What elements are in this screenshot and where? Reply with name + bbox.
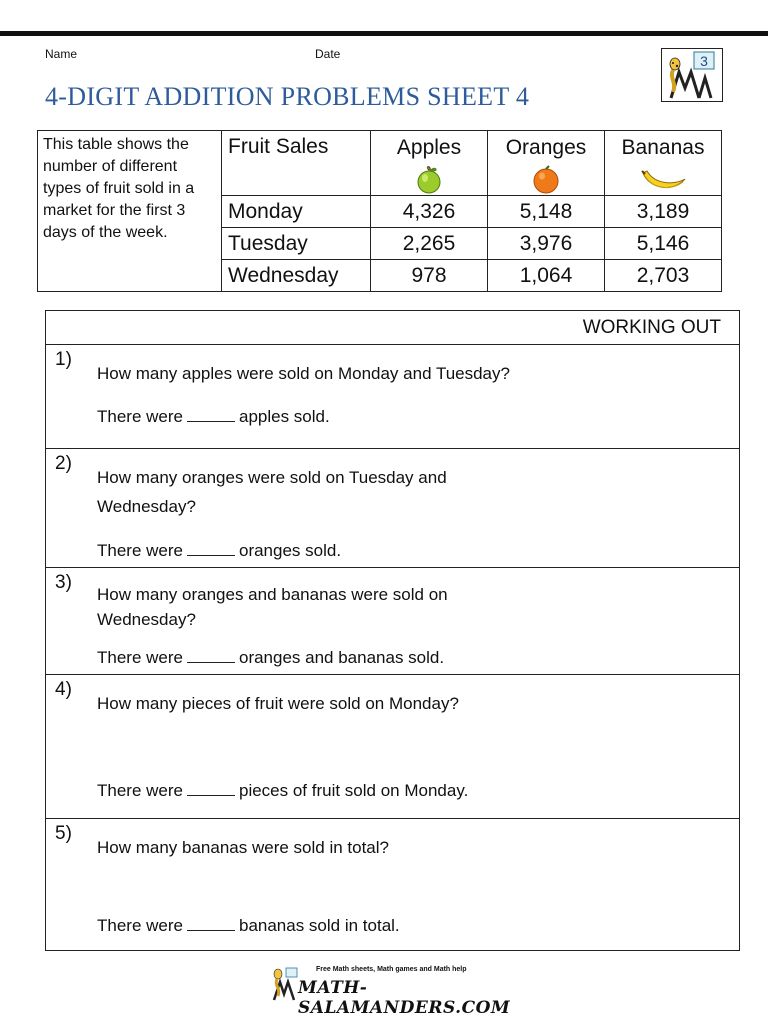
salamander-footer-icon <box>270 966 300 1002</box>
cell-value: 3,189 <box>605 196 722 228</box>
column-label: Apples <box>396 136 462 159</box>
answer-blank[interactable] <box>187 408 235 422</box>
banana-icon <box>639 165 687 195</box>
question-text: How many pieces of fruit were sold on Monday? <box>97 694 459 713</box>
footer-brand[interactable]: MATH-SALAMANDERS.COM <box>298 978 511 1018</box>
column-label: Oranges <box>505 136 587 159</box>
table-description: This table shows the number of different types of fruit sold in a market for the first 3 days of the week. <box>38 131 222 292</box>
answer-blank[interactable] <box>187 917 235 931</box>
question-3[interactable] <box>46 568 740 675</box>
answer-suffix: bananas sold in total. <box>238 916 400 935</box>
question-number: 2) <box>55 453 72 474</box>
answer-blank[interactable] <box>187 649 235 663</box>
cell-value: 5,148 <box>488 196 605 228</box>
column-header-oranges <box>488 131 605 196</box>
cell-value: 5,146 <box>605 228 722 260</box>
footer-logo[interactable] <box>270 964 511 1018</box>
page-title: 4-DIGIT ADDITION PROBLEMS SHEET 4 <box>45 82 530 111</box>
answer-suffix: oranges and bananas sold. <box>238 648 445 667</box>
cell-value: 978 <box>371 260 488 292</box>
question-text: How many apples were sold on Monday and Tuesday? <box>97 364 510 383</box>
orange-icon <box>531 165 561 195</box>
question-1[interactable] <box>46 345 740 449</box>
answer-prefix: There were <box>97 541 183 560</box>
answer-line <box>97 648 444 668</box>
cell-value: 1,064 <box>488 260 605 292</box>
answer-prefix: There were <box>97 648 183 667</box>
question-number: 4) <box>55 679 72 700</box>
cell-value: 2,265 <box>371 228 488 260</box>
footer-tagline: Free Math sheets, Math games and Math help <box>316 966 467 973</box>
question-5[interactable] <box>46 819 740 951</box>
answer-line <box>97 781 468 801</box>
logo-badge: 3 <box>700 53 708 69</box>
answer-line <box>97 407 330 427</box>
answer-prefix: There were <box>97 916 183 935</box>
answer-line <box>97 916 400 936</box>
column-header-bananas <box>605 131 722 196</box>
answer-line <box>97 541 341 561</box>
working-out-label: WORKING OUT <box>46 311 740 345</box>
answer-suffix: pieces of fruit sold on Monday. <box>238 781 469 800</box>
answer-blank[interactable] <box>187 542 235 556</box>
question-number: 3) <box>55 572 72 593</box>
answer-blank[interactable] <box>187 782 235 796</box>
question-2[interactable] <box>46 449 740 568</box>
column-label: Bananas <box>621 136 705 159</box>
answer-prefix: There were <box>97 781 183 800</box>
row-day: Monday <box>222 196 371 228</box>
corner-label: Fruit Sales <box>222 131 371 196</box>
question-4[interactable] <box>46 675 740 819</box>
column-header-apples <box>371 131 488 196</box>
row-day: Tuesday <box>222 228 371 260</box>
salamander-logo-icon <box>661 48 723 102</box>
row-day: Wednesday <box>222 260 371 292</box>
question-number: 5) <box>55 823 72 844</box>
answer-prefix: There were <box>97 407 183 426</box>
cell-value: 4,326 <box>371 196 488 228</box>
answer-suffix: oranges sold. <box>238 541 342 560</box>
date-label: Date <box>315 47 341 61</box>
cell-value: 2,703 <box>605 260 722 292</box>
apple-icon <box>414 165 444 195</box>
question-text: How many oranges were sold on Tuesday and Wednesday? <box>97 468 447 516</box>
question-number: 1) <box>55 349 72 370</box>
fruit-sales-table <box>37 130 722 292</box>
name-label: Name <box>45 47 78 61</box>
answer-suffix: apples sold. <box>238 407 330 426</box>
question-text: How many oranges and bananas were sold on Wednesday? <box>97 585 448 629</box>
question-text: How many bananas were sold in total? <box>97 838 389 857</box>
cell-value: 3,976 <box>488 228 605 260</box>
questions-table <box>45 310 740 951</box>
top-rule <box>0 31 768 36</box>
